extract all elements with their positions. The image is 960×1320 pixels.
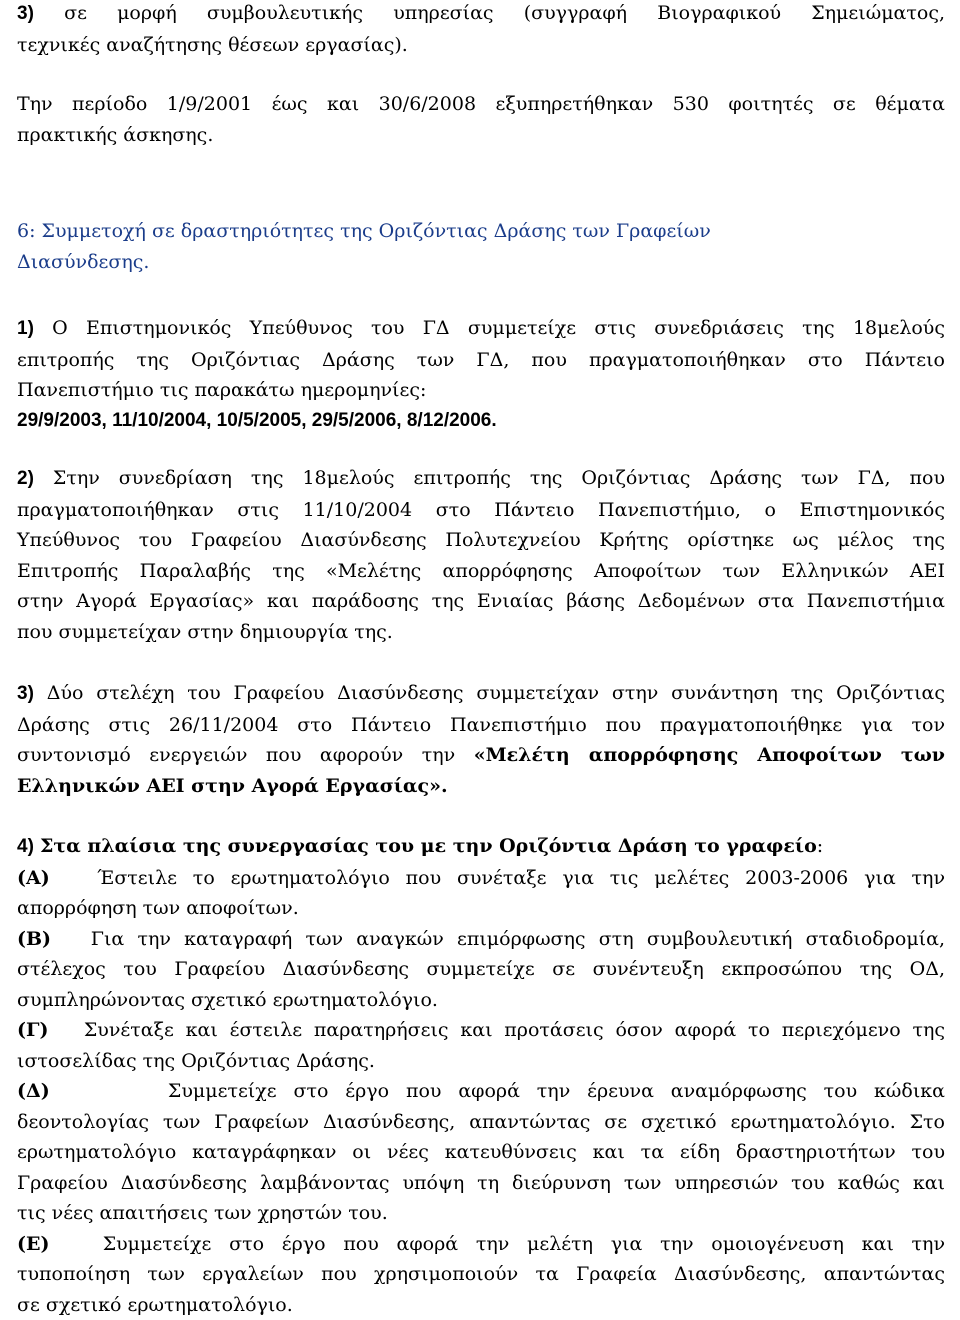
text-line: σε σχετικό ερωτηματολόγιο. xyxy=(17,1290,945,1320)
heading-colon: : xyxy=(817,835,823,857)
paragraph-item-3-service xyxy=(17,0,945,60)
text-line: δεοντολογίας των Γραφείων Διασύνδεσης, απαντώντας σε σχετικό ερωτηματολόγιο. Στο xyxy=(17,1107,945,1138)
study-title-bold: Ελληνικών ΑΕΙ στην Αγορά Εργασίας». xyxy=(17,771,945,802)
paragraph-item-1 xyxy=(17,313,945,436)
text-line: επιτροπής της Οριζόντιας Δράσης των ΓΔ, που πραγματοποιήθηκαν στο Πάντειο xyxy=(17,345,945,376)
text-line: Συμμετείχε στο έργο που αφορά την μελέτη για την ομοιογένευση και την xyxy=(103,1233,945,1255)
text-line: τις νέες απαιτήσεις των χρηστών του. xyxy=(17,1198,945,1229)
item-number: 1) xyxy=(17,318,34,339)
text-line: Δράσης στις 26/11/2004 στο Πάντειο Πανεπιστήμιο που πραγματοποιήθηκε για τον xyxy=(17,710,945,741)
item-4-heading: Στα πλαίσια της συνεργασίας του με την Οριζόντια Δράση το γραφείο xyxy=(40,835,817,857)
meeting-dates: 29/9/2003, 11/10/2004, 10/5/2005, 29/5/2006, 8/12/2006. xyxy=(17,406,945,437)
text-line: στέλεχος του Γραφείου Διασύνδεσης συμμετείχε σε συνέντευξη εκπροσώπου της ΟΔ, xyxy=(17,954,945,985)
heading-line: Διασύνδεσης. xyxy=(17,247,945,278)
subitem-label-b: (Β) xyxy=(17,928,51,950)
text-line: Για την καταγραφή των αναγκών επιμόρφωσης στη συμβουλευτική σταδιοδρομία, xyxy=(91,928,945,950)
text-line: Δύο στελέχη του Γραφείου Διασύνδεσης συμμετείχαν στην συνάντηση της Οριζόντιας xyxy=(47,682,945,704)
text-line: συμπληρώνοντας σχετικό ερωτηματολόγιο. xyxy=(17,985,945,1016)
text-line: πρακτικής άσκησης. xyxy=(17,120,945,151)
text-line: Επιτροπής Παραλαβής της «Μελέτης απορρόφησης Αποφοίτων των Ελληνικών ΑΕΙ xyxy=(17,556,945,587)
item-number: 3) xyxy=(17,3,34,24)
text-line: Υπεύθυνος του Γραφείου Διασύνδεσης Πολυτεχνείου Κρήτης ορίστηκε ως μέλος της xyxy=(17,525,945,556)
item-number: 2) xyxy=(17,468,34,489)
text-line: Έστειλε το ερωτηματολόγιο που συνέταξε για τις μελέτες 2003-2006 για την xyxy=(97,867,945,889)
item-number: 4) xyxy=(17,836,34,857)
text-line: Στην συνεδρίαση της 18μελούς επιτροπής της Οριζόντιας Δράσης των ΓΔ, που xyxy=(53,467,945,489)
text-line: στο Πάντειο Πανεπιστήμιο, ο Επιστημονικός xyxy=(436,499,945,521)
study-title-bold: «Μελέτη απορρόφησης Αποφοίτων των xyxy=(474,744,945,766)
text-line: ιστοσελίδας της Οριζόντιας Δράσης. xyxy=(17,1046,945,1077)
section-heading-6 xyxy=(17,216,945,277)
paragraph-item-3 xyxy=(17,678,945,801)
text-line: Την περίοδο 1/9/2001 έως και 30/6/2008 εξυπηρετήθηκαν 530 φοιτητές σε θέματα xyxy=(17,89,945,120)
text-line: ερωτηματολόγιο καταγράφηκαν οι νέες κατευθύνσεις και τα είδη δραστηριοτήτων του xyxy=(17,1137,945,1168)
paragraph-item-2 xyxy=(17,463,945,647)
paragraph-item-4 xyxy=(17,831,945,1320)
text-line: Γραφείου Διασύνδεσης λαμβάνοντας υπόψη τη διεύρυνση των υπηρεσιών του καθώς και xyxy=(17,1168,945,1199)
subitem-label-d: (Δ) xyxy=(17,1080,50,1102)
item-number: 3) xyxy=(17,683,34,704)
subitem-label-e: (Ε) xyxy=(17,1233,49,1255)
text-line: Ο Επιστημονικός Υπεύθυνος του ΓΔ συμμετείχε στις συνεδριάσεις της 18μελούς xyxy=(52,317,945,339)
text-line: Συνέταξε και έστειλε παρατηρήσεις και προτάσεις όσον αφορά το περιεχόμενο της xyxy=(84,1019,945,1041)
text-line: Πανεπιστήμιο τις παρακάτω ημερομηνίες: xyxy=(17,375,945,406)
text-line: απορρόφηση των αποφοίτων. xyxy=(17,893,945,924)
heading-line: 6: Συμμετοχή σε δραστηριότητες της Οριζόντιας Δράσης των Γραφείων xyxy=(17,216,945,247)
subitem-label-g: (Γ) xyxy=(17,1019,48,1041)
text-line: τυποποίηση των εργαλείων που χρησιμοποιούν τα Γραφεία Διασύνδεσης, απαντώντας xyxy=(17,1259,945,1290)
text-line: συντονισμό ενεργειών που αφορούν την xyxy=(17,744,455,766)
text-line: πραγματοποιήθηκαν στις 11/10/2004 xyxy=(17,499,412,521)
text-line: σε μορφή συμβουλευτικής υπηρεσίας (συγγραφή Βιογραφικού Σημειώματος, xyxy=(64,2,945,24)
text-line: που συμμετείχαν στην δημιουργία της. xyxy=(17,617,945,648)
paragraph-students xyxy=(17,89,945,150)
text-line: τεχνικές αναζήτησης θέσεων εργασίας). xyxy=(17,30,945,61)
text-line: Συμμετείχε στο έργο που αφορά την έρευνα αναμόρφωσης του κώδικα xyxy=(168,1080,945,1102)
subitem-label-a: (Α) xyxy=(17,867,50,889)
text-line: στην Αγορά Εργασίας» και παράδοσης της Ενιαίας βάσης Δεδομένων στα Πανεπιστήμια xyxy=(17,586,945,617)
